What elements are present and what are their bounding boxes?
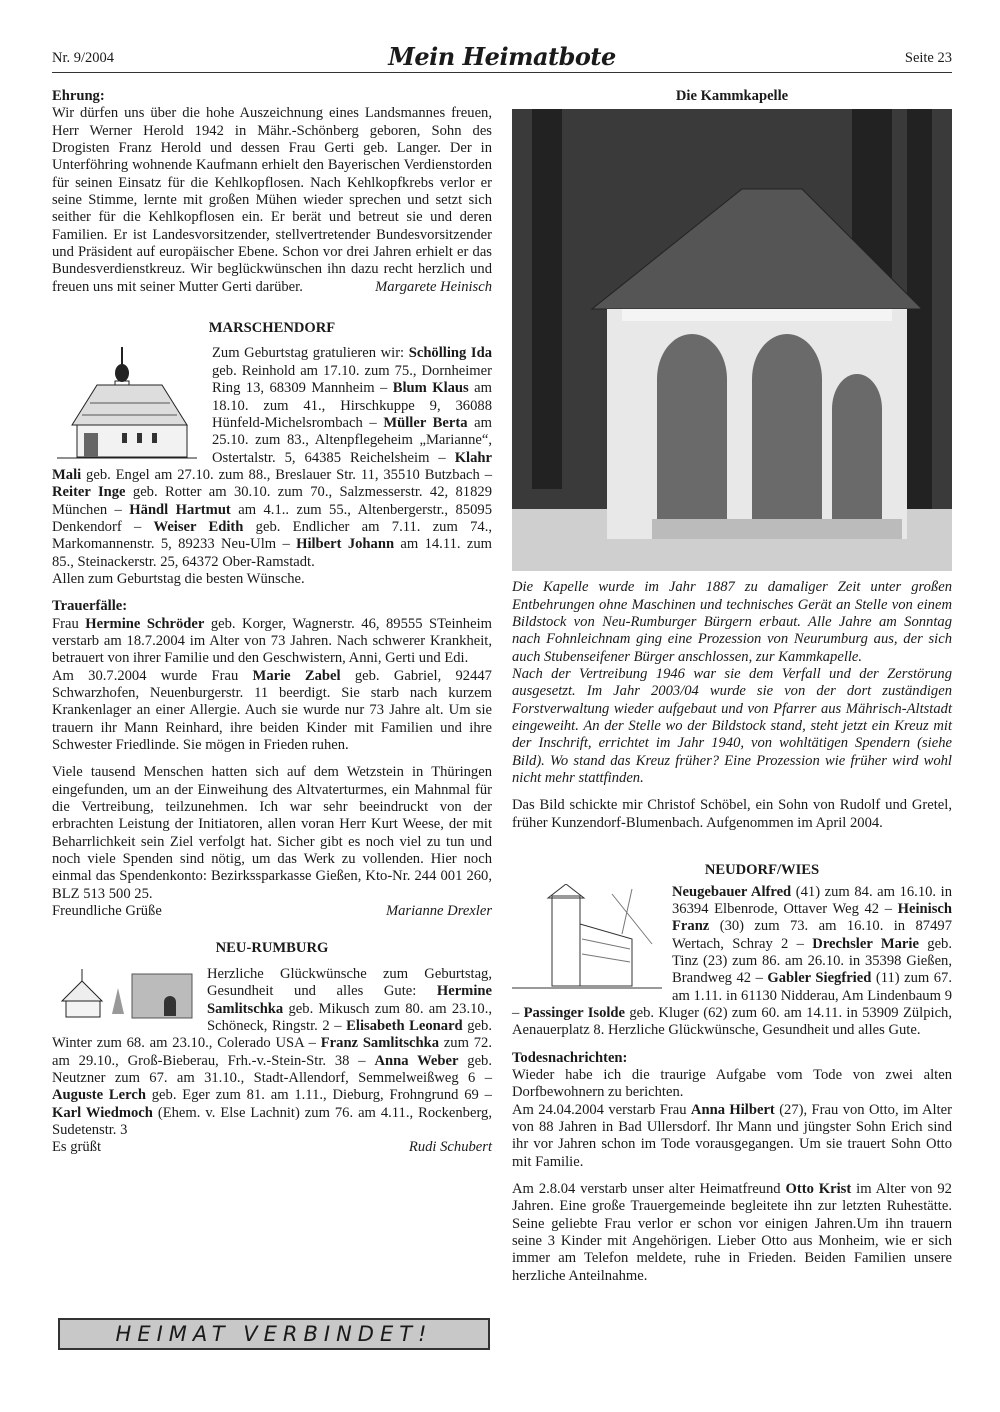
person-name: Anna Hilbert [690,1101,775,1118]
church-sketch-icon [512,884,662,996]
person-name: Müller Berta [383,414,468,431]
person-name: Otto Krist [785,1181,852,1197]
text-run: geb. Winter zum 68. am 23.10., Colerado USA – [52,1017,492,1052]
trauer-greeting: Freundliche Grüße [52,903,162,920]
person-name: Marie Zabel [252,667,341,684]
text-run: Wieder habe ich die traurige Aufgabe vom Tode von zwei alten Dorfbewohnern zu berichten. [512,1066,952,1101]
text-run: Frau [52,615,86,632]
ehrung-body [52,105,492,296]
person-name: Auguste Lerch [52,1087,146,1104]
person-name: Neugebauer Alfred [672,883,792,900]
person-name: Elisabeth Leonard [346,1017,463,1034]
text-run: geb. Korger, Wagnerstr. 46, 89555 STeinheim verstarb am 18.7.2004 im Alter von 73 Jahren. Nach schwerer Krankheit, betrauert von ihrer Familie und den Geschwistern, Anni, Gerti und Edi. [52,615,492,667]
text-run: Am 24.04.2004 verstarb Frau [512,1101,691,1118]
text-run: Die Kapelle wurde im Jahr 1887 zu damaliger Zeit unter großen Entbehrungen ohne Maschinen und technisches Gerät an Stelle von einem Bildstock von Neu-Rumburger Bürgern erbaut. Alle Jahre am Sonntag nach Fohnleichnam ging eine Prozession von Neurumburg aus, der sich auch Stubenseifener Bürger anschlossen, zur Kammkapelle. [512,579,952,665]
trauer-signature: Marianne Drexler [385,903,492,920]
text-run: (11) zum 67. am 1.11. in 61130 Nidderau, Am Lindenbaum 9 – [512,970,952,1021]
person-name: Hermine Samlitschka [207,983,492,1017]
person-name: Klahr Mali [52,449,492,483]
person-name: Franz Samlitschka [320,1035,440,1052]
text-run: geb. Kluger (62) zum 60. am 14.11. in 53909 Zülpich, Aenauerplatz 8. Herzliche Glückwünsche, Gesundheit und alles Gute. [512,1004,952,1039]
chapel-photo [512,109,952,571]
person-name: Hermine Schröder [85,615,205,632]
text-run: geb. Gabriel, 92447 Schwarzhofen, Neuenburgerstr. 11 beerdigt. Sie starb nach kurzem Krankenlager an einer Allergie. Auch sie wurde nur 73 Jahre alt. Um sie trauern ihr Mann Reinhard, ihre beiden Kinder mit Familien und ihre Schwester Friedlinde. Sie mögen in Frieden ruhen. [52,667,492,754]
person-name: Karl Wiedmoch [52,1104,153,1121]
issue-number: Nr. 9/2004 [52,50,115,66]
text-run: geb. Reinhold am 17.10. zum 75., Dornheimer Ring 13, 68309 Mannheim – [212,362,492,397]
trauer-p3 [52,764,492,903]
marschendorf-closing: Allen zum Geburtstag die besten Wünsche. [52,570,305,587]
text-run: geb. Neutzner zum 67. am 31.10., Stadt-Allendorf, Semmelweißweg 6 – [52,1052,492,1086]
village-drawing-icon [52,966,197,1022]
neurumburg-heading: NEU-RUMBURG [215,940,329,957]
tod-p1 [512,1067,952,1102]
text-run: geb. Engel am 27.10. zum 88., Breslauer Str. 11, 35510 Butzbach – [81,466,492,483]
text-run: Nach der Vertreibung 1946 war sie dem Verfall und der Zerstörung ausgesetzt. Im Jahr 2003/04 wurde sie von der dort zuständigen Forstverwaltung wieder aufgebaut und von Pfarrer aus Mährisch-Altstadt eingeweiht. An der Stelle wo der Bildstock stand, steht jetzt ein Kreuz mit der Inschrift, errichtet im Jahr 1940, von wohltätigen Spendern (siehe Bild). Wo stand das Kreuz früher? Eine Prozession wie früher wird wohl nicht mehr stattfinden. [512,666,952,787]
person-name: Blum Klaus [392,380,469,397]
person-name: Reiter Inge [52,484,126,501]
person-name: Heinisch Franz [672,900,952,935]
text-run: (Ehem. v. Else Lachnit) zum 76. am 4.11., Rockenberg, Sudetenstr. 3 [52,1104,493,1138]
tod-p2 [512,1102,952,1171]
text-run: geb. Mikusch zum 80. am 23.10., Schöneck, Ringstr. 2 – [207,1000,492,1034]
text-run: am 4.1.. zum 55., Altenbergerstr., 85095 Denkendorf – [52,501,493,535]
ehrung-signature: Margarete Heinisch [375,278,492,295]
chapel-drawing-icon [52,345,202,463]
right-column [512,88,952,1285]
text-run: zum 72. am 29.10., Groß-Bieberau, Frh.-v.-Stein-Str. 38 – [52,1035,492,1069]
newspaper-logo: Mein Heimatbote [388,42,616,71]
kammkapelle-heading: Die Kammkapelle [675,88,789,104]
trauer-heading: Trauerfälle: [52,598,128,615]
text-run: am 18.10. zum 41., Hirschkuppe 9, 36088 Hünfeld-Michelsrombach – [212,380,492,431]
text-run: geb. Eger zum 81. am 1.11., Dieburg, Frohngrund 69 – [145,1087,492,1104]
text-run: Am 2.8.04 verstarb unser alter Heimatfreund [512,1181,786,1197]
text-run: Zum Geburtstag gratulieren wir: [212,345,409,362]
text-run: (30) zum 73. am 16.10. in 87497 Wertach, Schray 2 – [672,918,952,952]
photo-caption-1 [512,579,952,666]
neurumburg-signoff [52,1139,492,1156]
marschendorf-heading: MARSCHENDORF [208,320,336,337]
person-name: Hilbert Johann [296,536,395,553]
tod-p3 [512,1181,952,1285]
neurumburg-signature: Rudi Schubert [408,1139,492,1156]
photo-caption-2 [512,666,952,787]
photo-credit [512,797,952,832]
person-name: Passinger Isolde [523,1004,626,1021]
neurumburg-greeting: Es grüßt [52,1139,102,1156]
text-run: geb. Tinz (23) zum 86. am 26.10. in 35398 Gießen, Brandweg 42 – [672,935,952,987]
person-name: Drechsler Marie [812,935,919,952]
text-run: Am 30.7.2004 wurde Frau [52,667,253,684]
person-name: Händl Hartmut [129,501,231,518]
text-run: am 25.10. zum 83., Altenpflegeheim „Marianne“, Ostertalstr. 5, 64385 Reichelsheim – [212,414,493,466]
trauer-p2 [52,668,492,755]
text-run: Das Bild schickte mir Christof Schöbel, ein Sohn von Rudolf und Gretel, früher Kunzendorf-Blumenbach. Aufgenommen im April 2004. [512,797,952,831]
tod-heading: Todesnachrichten: [512,1049,628,1066]
trauer-signoff [52,903,492,920]
text-run: geb. Rotter am 30.10. zum 70., Salzmesserstr. 42, 81829 München – [52,484,492,518]
neudorf-heading: NEUDORF/WIES [704,862,820,879]
person-name: Anna Weber [374,1052,459,1069]
person-name: Weiser Edith [153,518,244,535]
heimat-verbindet-banner: HEIMAT VERBINDET! [58,1318,490,1350]
text-run: (41) zum 84. am 16.10. in 36394 Elbenrode, Ottaver Weg 42 – [672,883,952,917]
left-column [52,88,492,1157]
text-run: (27), Frau von Otto, im Alter von 88 Jahren in Bad Ullersdorf. Ihr Mann und jüngster Sohn Erich sind ihr vor Jahren schon im Tode vorausgegangen. Um sie trauert Sohn Otto mit Familie. [512,1101,952,1170]
text-run: am 14.11. zum 85., Steinackerstr. 25, 64372 Ober-Ramstadt. [52,536,492,570]
text-run: Herzliche Glückwünsche zum Geburtstag, Gesundheit und alles Gute: [207,965,492,1000]
person-name: Gabler Siegfried [767,970,872,987]
page-header [52,42,952,73]
text-run: Wir dürfen uns über die hohe Auszeichnung eines Landsmannes freuen, Herr Werner Herold 1942 in Mähr.-Schönberg geboren, Sohn des Drogisten Franz Herold und dessen Frau Gerti geb. Langer. Der in Unterföhring wohnende Kaufmann erhielt den Bayerischen Verdienstorden für seinen Einsatz für die Kehlkopflosen. Nach Kehlkopfkrebs verlor er seine Stimme, lernte mit großen Mühen wieder sprechen und setzt sich seither für die Kehlkopflosen ein. Er berät und betreut sie und deren Familien. Er ist Landesvorsitzender, stellvertretender Bundesvorsitzender und Präsident auf europäischer Ebene. Schon vor drei Jahren erhielt er das Bundesverdienstkreuz. Wir beglückwünschen ihn dazu recht herzlich und freuen uns mit seiner Mutter Gerti darüber. [52,105,492,295]
text-run: Viele tausend Menschen hatten sich auf dem Wetzstein in Thüringen eingefunden, um an der Einweihung des Altvaterturmes, ein Mahnmal für die Vertreibung, teilzunehmen. Ich war sehr beeindruckt von der erbrachten Leistung der Initiatoren, allen voran Herr Kurt Weese, der mit Beharrlichkeit sein Ziel verfolgt hat. Sicher gibt es noch viel zu tun und noch viele Spenden sind nötig, um das Werk zu vollenden. Hier noch einmal das Spendenkonto: Bezirkssparkasse Gießen, Kto-Nr. 244 001 260, BLZ 513 500 25. [52,764,492,902]
text-run: im Alter von 92 Jahren. Eine große Trauergemeinde begleitete ihn zur letzten Ruhestätte. Seine geliebte Frau verlor er schon vor einigen Jahren.Um ihn trauern seine 3 Kinder mit Angehörigen. Lieber Otto aus Monheim, wie er sich immer am Telefon meldete, ruhe in Frieden. Beiden Familien unsere herzliche Anteilnahme. [512,1181,952,1284]
text-run: geb. Endlicher am 7.11. zum 74., Markomannenstr. 5, 89233 Neu-Ulm – [52,518,492,553]
page-number: Seite 23 [904,50,952,66]
trauer-p1 [52,616,492,668]
person-name: Schölling Ida [408,345,492,362]
ehrung-heading: Ehrung: [52,88,105,104]
